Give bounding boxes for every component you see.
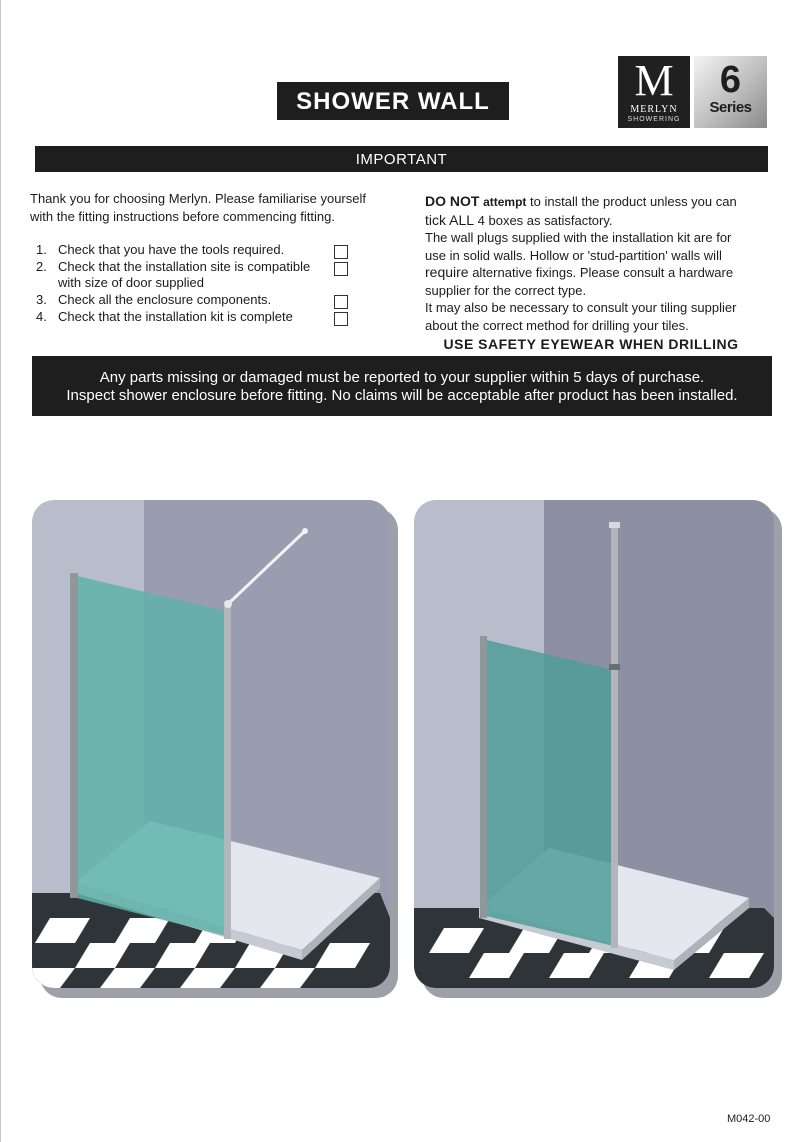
checklist-text: Check that you have the tools required. bbox=[58, 242, 285, 257]
checklist-item-2 bbox=[36, 259, 356, 291]
shower-wall-with-support-arm-image bbox=[20, 498, 400, 1000]
merlyn-logo bbox=[618, 56, 690, 128]
important-banner: IMPORTANT bbox=[35, 146, 768, 172]
warning-line-1-rest: to install the product unless you can bbox=[526, 194, 737, 209]
notice-line-1: Any parts missing or damaged must be reported to your supplier within 5 days of purchase. bbox=[99, 369, 705, 386]
notice-line-2: Inspect shower enclosure before fitting. No claims will be acceptable after product has been installed. bbox=[66, 387, 738, 404]
page-edge-line bbox=[0, 0, 1, 1142]
checklist-item-3 bbox=[36, 292, 356, 308]
warning-line-1 bbox=[425, 193, 770, 212]
checkbox-site[interactable] bbox=[334, 262, 348, 276]
logo-brand: MERLYN bbox=[630, 104, 678, 115]
attempt-text: attempt bbox=[483, 195, 527, 209]
claims-notice-banner bbox=[32, 356, 772, 416]
warning-line-5-rest: alternative fixings. Please consult a hardware bbox=[468, 265, 734, 280]
logo-tagline: SHOWERING bbox=[627, 116, 681, 123]
warning-line-7: It may also be necessary to consult your tiling supplier bbox=[425, 300, 737, 315]
do-not-text: DO NOT bbox=[425, 193, 480, 209]
require-text: require bbox=[425, 264, 469, 280]
series-label: Series bbox=[709, 99, 752, 116]
checklist-item-1 bbox=[36, 242, 356, 258]
intro-line-1: Thank you for choosing Merlyn. Please familiarise yourself bbox=[30, 191, 366, 206]
intro-line-2: with the fitting instructions before commencing fitting. bbox=[30, 209, 335, 224]
checklist-item-4 bbox=[36, 309, 356, 325]
safety-eyewear-notice: USE SAFETY EYEWEAR WHEN DRILLING bbox=[443, 336, 739, 352]
warning-line-6: supplier for the correct type. bbox=[425, 282, 587, 298]
warning-line-2 bbox=[425, 212, 770, 230]
checkbox-kit[interactable] bbox=[334, 312, 348, 326]
shower-wall-illustration-left bbox=[20, 498, 400, 1000]
document-code: M042-00 bbox=[727, 1113, 771, 1125]
checklist bbox=[36, 242, 356, 326]
tick-all-text: tick ALL bbox=[425, 211, 475, 228]
page-title: SHOWER WALL bbox=[277, 82, 509, 120]
checklist-text-continued: with size of door supplied bbox=[58, 275, 204, 290]
warning-line-4: use in solid walls. Hollow or 'stud-partition' walls will bbox=[425, 247, 722, 263]
checkbox-tools[interactable] bbox=[334, 245, 348, 259]
intro-text bbox=[30, 190, 410, 226]
checklist-text: Check that the installation site is compatible bbox=[58, 259, 311, 274]
series-logo bbox=[694, 56, 767, 128]
warning-line-3: The wall plugs supplied with the installation kit are for bbox=[425, 230, 732, 245]
checklist-number: 3. bbox=[36, 292, 47, 307]
checklist-number: 2. bbox=[36, 259, 47, 274]
checklist-text: Check all the enclosure components. bbox=[58, 292, 272, 307]
logo-letter: M bbox=[634, 56, 674, 105]
shower-wall-illustration-right bbox=[404, 498, 784, 1000]
warning-text bbox=[425, 193, 770, 334]
warning-line-8: about the correct method for drilling your tiles. bbox=[425, 317, 689, 333]
warning-line-5 bbox=[425, 264, 770, 282]
checklist-number: 1. bbox=[36, 242, 47, 257]
shower-wall-with-ceiling-post-image bbox=[404, 498, 784, 1000]
warning-line-2-rest: 4 boxes as satisfactory. bbox=[474, 212, 613, 228]
checkbox-components[interactable] bbox=[334, 295, 348, 309]
series-number: 6 bbox=[719, 59, 742, 101]
checklist-text: Check that the installation kit is complete bbox=[58, 309, 293, 324]
checklist-number: 4. bbox=[36, 309, 47, 324]
